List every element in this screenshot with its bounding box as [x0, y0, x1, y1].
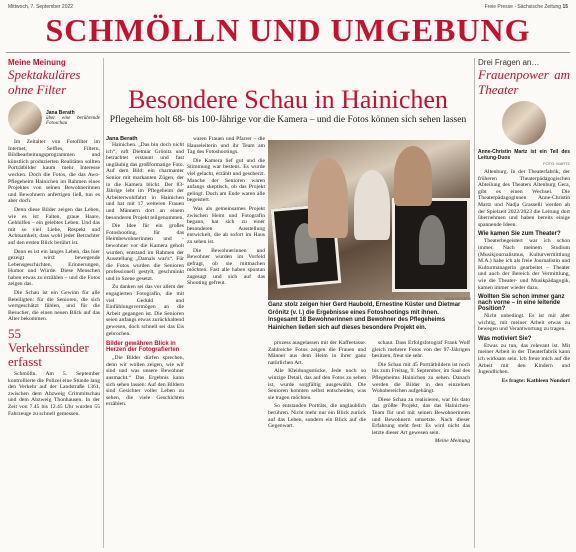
column-divider — [474, 58, 475, 548]
interview-answer: Theaterbegeistert war ich schon immer. Nach meinem Studium (Musikjournalismus, Kulturvermittlung M.A.) habe ich als freie Journalistin und Kulturmanagerin gearbeitet – Theater und auch der Bereich der Vermittlung, wie die Theater- und Musikpädagogik, kamen immer wieder dazu. — [478, 238, 570, 291]
article-paragraph: Die Kamera lief gut und die Stimmung war bestens. Es wurde viel gelacht, erzählt und gescherzt. Manche der Senioren waren anfangs skeptisch, ob das Projekt gelingt. Doch am Ende waren alle begeistert. — [187, 157, 265, 204]
article-paragraph: „Die Bilder dürfen sprechen, denn wir wollen zeigen, wie wir sind und was unsere Bewohner ausmacht.“ Das Ergebnis kann sich sehen lassen: Auf den Bildern sind Gesichter voller Leben zu sehen, die viele Geschichten erzählen. — [106, 355, 184, 408]
interview-question: Wollten Sie schon immer ganz nach vorne – in eine leitende Position? — [478, 294, 565, 313]
article-column-1 — [106, 136, 184, 548]
article-column-2 — [187, 136, 265, 548]
article-paragraph: So entstanden Porträts, die unglaublich berühren. Nicht mehr nur ein Blick zurück auf das Leben, sondern ein Blick auf die Gegenwart. — [268, 403, 366, 430]
interview-answer: Nicht unbedingt. Es ist mir aber wichtig, mit meiner Arbeit etwas zu bewegen und Verantwortung zu tragen. — [478, 313, 570, 333]
opinion-paragraph: Im Zeitalter von Fotofilter im Internet, Selfies, Filtern, Bildbearbeitungsprogrammen und künstlich produzierten Realitäten sollten Porträtbilder kaum mehr Interesse wecken. Doch die Fotos, die das Awo-Pflegeheim Hainichen im Rahmen eines Projektes von seinen Bewohnerinnen und Bewohnern anfertigen ließ, tun es aber doch. — [8, 139, 100, 205]
article-headline: Besondere Schau in Hainichen — [128, 85, 448, 114]
interview-question: Wie kamen Sie zum Theater? — [478, 231, 561, 238]
author-name: Jana Berath — [46, 110, 75, 116]
paper-name: Freie Presse · Sächsische Zeitung — [484, 4, 562, 10]
opinion-paragraph: Denn diese Bilder zeigen das Leben, wie es ist: Falten, graue Haare, Gehhilfen – ein gelebtes Leben. Und das mit so viel Liebe, Respekt und Achtsamkeit, dass wohl jeder Betrachter auf den ersten Blick berührt ist. — [8, 206, 100, 246]
photo-caption: Ganz stolz zeigen hier Gerd Haubold, Ernestine Küster und Dietmar Grönitz (v. l.) die Ergebnisse eines Fotoshootings mit ihnen. Insgesamt 18 Bewohnerinnen und Bewohner des Pflegeheims Hainichen ließen sich auf dieses besondere Projekt ein. — [268, 302, 461, 331]
interview-kicker: Drei Fragen an… — [478, 58, 540, 67]
section-masthead: SCHMÖLLN UND UMGEBUNG — [45, 12, 531, 48]
opinion-kicker: Meine Meinung — [8, 58, 66, 67]
left-column — [8, 58, 100, 548]
article-paragraph: Was als gemeinsames Projekt zwischen Heim und Fotografin begann, hat sich zu einer besonderen Ausstellung entwickelt, die ab sofort im Haus zu sehen ist. — [187, 205, 265, 245]
author-photo — [8, 101, 42, 135]
resident-gerd — [308, 158, 348, 238]
interview-intro: Altenburg. In der Theaterfabrik, der früheren Theaterpädagogischen Abteilung des Theaters Altenburg Gera, gibt es einen Wechsel. Die Theaterpädagoginnen Anne-Christin Martz und Nadja Grasselli werden ab der Spielzeit 2022/2023 die Leitung dort übernehmen und haben bereits einige spannende Ideen. — [478, 169, 570, 228]
right-column — [478, 58, 570, 548]
article-column-4 — [372, 340, 470, 548]
page-number: 15 — [562, 4, 568, 10]
portrait-figure — [419, 215, 445, 265]
column-divider — [103, 58, 104, 548]
interview-answer: Etwas zu tun, das relevant ist. Mit meiner Arbeit in der Theaterfabrik kann ich wirksam sein. Ich freue mich auf die Arbeit mit den Kindern und Jugendlichen. — [478, 342, 570, 376]
brief-text: Schmölln. Am 5. September kontrollierte die Polizei eine Stunde lang den Verkehr auf der Landstraße 1361, zwischen dem Abzweig Crimmitschau und dem Abzweig Thonhausen. In der Zeit von 7.45 bis 12.45 Uhr wurden 55 Fahrzeuge zu schnell gemessen. — [8, 371, 100, 417]
interviewee-photo — [502, 101, 546, 145]
portrait-frame-right — [392, 198, 470, 292]
opinion-paragraph: Denn es ist ein langes Leben, das hier gezeigt wird: bewegende Lebensgeschichten, Erinnerungen, Humor und Würde. Diese Menschen haben etwas zu erzählen – und die Fotos zeigen das. — [8, 248, 100, 288]
resident-ernestine — [354, 170, 390, 240]
issue-date: Mittwoch, 7. September 2022 — [8, 4, 74, 10]
interview-heading: Frauenpower am Theater — [478, 67, 570, 97]
article-paragraph: schaut. Dass Erfolgsfotograf Frank Wolf gleich mehrere Fotos von der 97-Jährigen besitzen, freut sie sehr. — [372, 340, 470, 360]
article-paragraph: prozess ausgelassen mit der Kaffeetasse. Zahlreiche Fotos zeigen die Frauen und Männer aus dem Heim in ihrer ganz natürlichen Art. — [268, 340, 366, 366]
interview-question: Was motiviert Sie? — [478, 335, 532, 342]
photo-credit: JANA BERATH — [444, 296, 472, 301]
article-subheading: Bilder gewähren Blick in Herzen der Fotografierten — [106, 341, 180, 354]
article-byline: Jana Berath — [106, 136, 138, 142]
article-paragraph: Die Bewohnerinnen und Bewohner wurden im Vorfeld gefragt, ob sie mitmachen möchten. Fast alle haben spontan zugesagt und sich auf das Shooting gefreut. — [187, 247, 265, 287]
article-photo — [268, 140, 470, 300]
article-column-3 — [268, 340, 366, 548]
article-paragraph: Die Schau mit 45 Porträtbildern ist noch bis zum Freitag, 9. September, im Saal des Pflegeheims Hainichen zu sehen. Danach werden die Bilder in den einzelnen Wohnbereichen aufgehängt. — [372, 361, 470, 395]
interviewee-name: Anne-Christin Martz ist ein Teil des Leitung-Duos — [478, 149, 570, 161]
article-signoff: Meine Meinung — [434, 438, 470, 445]
article-paragraph: Hainichen. „Das bin doch nicht ich“, ruft Dietmar Grönitz und betrachtet erstaunt und fast ungläubig das großformatige Foto. Auf dem Bild: ein charmanter Senior mit markanten Zügen, der in die Kamera blickt. Der 83-Jährige lebt im Pflegeheim der Arbeiterwohlfahrt in Hainichen und hat mit 17 weiteren Frauen und Männern dort an einem besonderen Projekt teilgenommen. — [106, 142, 184, 221]
article-subheadline: Pflegeheim holt 68- bis 100-Jährige vor die Kamera – und die Fotos können sich sehen lassen — [109, 115, 467, 125]
article-paragraph: waren Frauen und Pfarrer – die Hauseleiterin und ihr Team am Tag des Fotoshootings. — [187, 136, 265, 156]
opinion-paragraph: Die Schau ist ein Gewinn für alle Beteiligten: für die Senioren, die sich wertgeschätzt fühlen, und für die Besucher, die einen neuen Blick auf das Alter bekommen. — [8, 290, 100, 323]
opinion-author — [8, 101, 100, 135]
masthead-rule — [6, 52, 570, 53]
article-paragraph: Diese Schau zu realisieren, war bis dato das größte Projekt, das das Hainichen-Team für und mit seinen Bewohnerinnen und Bewohnern umsetzte. Nach dieser Erfahrung steht fest: Es wird nicht das letzte dieser Art gewesen sein. — [372, 396, 470, 436]
article-paragraph: Die Idee für ein großes Fotoshooting, für das Heimbewohnerinnen und -bewohner vor die Kamera geholt wurden, entstand im Rahmen der Ausstellung „Damals war's“. Für die Fotos wurden die Senioren professionell gestylt, geschminkt und in Szene gesetzt. — [106, 223, 184, 282]
article-paragraph: Alle Kleidungsstücke, Jede noch so winzige Detail, das auf den Fotos zu sehen ist, wurde sorgfältig ausgewählt. Die Senioren konnten selbst entscheiden, was sie tragen möchten. — [268, 368, 366, 401]
author-description: über eine berührende Fotoschau — [46, 116, 100, 126]
interview-signoff: Es fragte: Kathleen Nondorf — [501, 377, 570, 384]
article-paragraph: Zu danken sei das vor allem der engagierten Fotografin, die mit viel Geduld und Einfühlungsvermögen an die Arbeit gegangen ist. Die Senioren seien anfangs etwas zurückhaltend gewesen, doch schnell sei das Eis gebrochen. — [106, 284, 184, 337]
brief-headline: 55 Verkehrssünder erfasst — [8, 326, 89, 370]
opinion-heading: Spektakuläres ohne Filter — [8, 67, 81, 97]
resident-dietmar — [394, 146, 432, 206]
interviewee-photo-credit: FOTO: MARTZ — [543, 161, 570, 166]
